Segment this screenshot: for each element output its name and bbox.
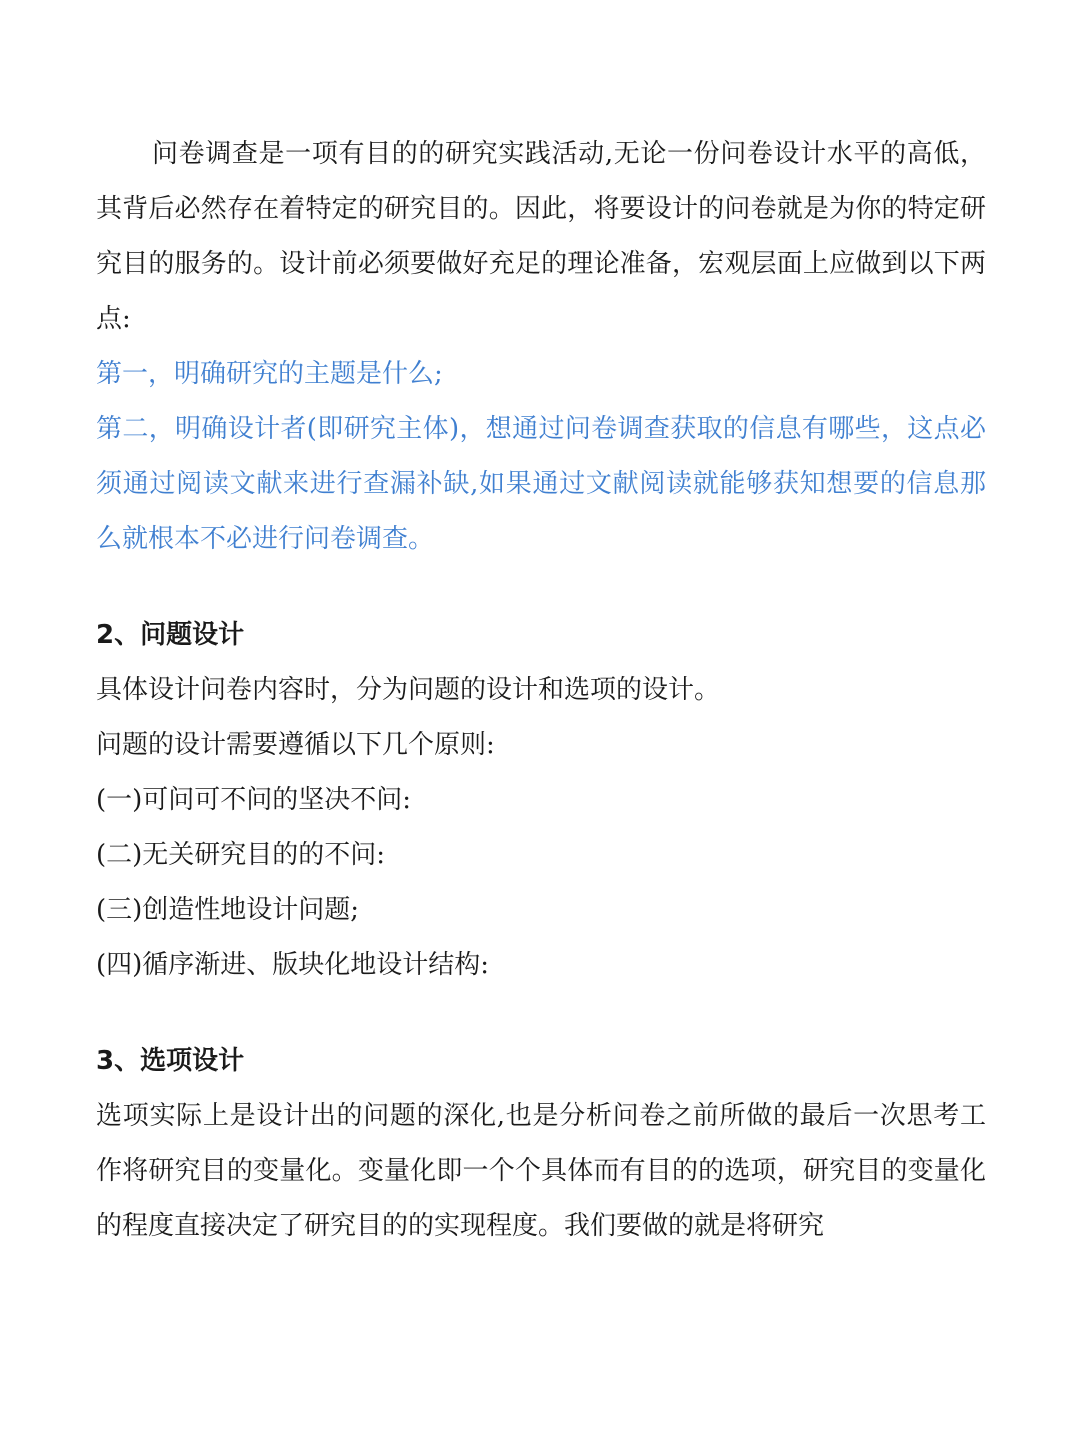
principle-item-4: (四)循序渐进、版块化地设计结构: <box>96 950 490 980</box>
principles-intro: 问题的设计需要遵循以下几个原则: <box>96 730 495 760</box>
option-design-heading: 3、选项设计 <box>96 1046 245 1076</box>
question-design-description: 具体设计问卷内容时，分为问题的设计和选项的设计。 <box>96 675 721 705</box>
principle-item-2: (二)无关研究目的的不问: <box>96 840 386 870</box>
section-spacer <box>96 567 986 608</box>
principle-item-1: (一)可问可不问的坚决不问: <box>96 785 412 815</box>
document-page <box>96 127 986 1254</box>
principle-item-3: (三)创造性地设计问题; <box>96 895 360 925</box>
section-spacer <box>96 993 986 1034</box>
intro-point-one: 第一，明确研究的主题是什么; <box>96 359 443 389</box>
option-design-paragraph: 选项实际上是设计出的问题的深化,也是分析问卷之前所做的最后一次思考工作将研究目的变量化。变量化即一个个具体而有目的的选项，研究目的变量化的程度直接决定了研究目的的实现程度。我们要做的就是将研究 <box>96 1101 987 1241</box>
question-design-heading: 2、问题设计 <box>96 620 245 650</box>
intro-paragraph: 问卷调查是一项有目的的研究实践活动,无论一份问卷设计水平的高低，其背后必然存在着特定的研究目的。因此，将要设计的问卷就是为你的特定研究目的服务的。设计前必须要做好充足的理论准备，宏观层面上应做到以下两点: <box>96 139 986 334</box>
intro-point-two: 第二，明确设计者(即研究主体)，想通过问卷调查获取的信息有哪些，这点必须通过阅读文献来进行查漏补缺,如果通过文献阅读就能够获知想要的信息那么就根本不必进行问卷调查。 <box>96 414 986 554</box>
